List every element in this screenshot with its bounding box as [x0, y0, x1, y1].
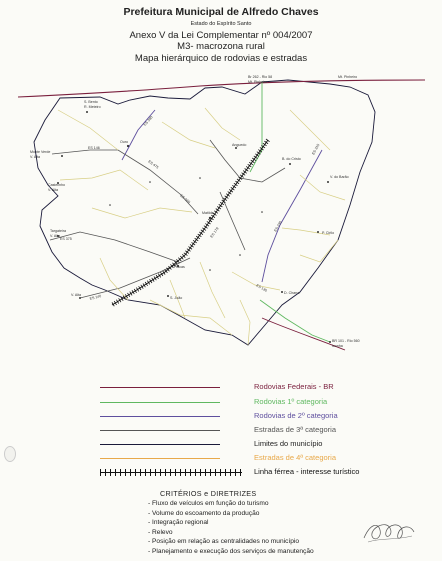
- label-br262-b: Mt. Pinheiro: [248, 80, 268, 84]
- legend-item: [100, 397, 400, 407]
- label-es230: ES 230: [273, 220, 283, 233]
- label-v-do-barao: V. do Barão: [330, 175, 349, 179]
- criteria-list: [148, 499, 314, 556]
- header-estado: Estado do Espírito Santo: [190, 21, 252, 27]
- legend-line-swatch: [100, 416, 220, 417]
- label-es140: ES 140: [89, 294, 102, 301]
- criteria-item: - Relevo: [148, 528, 173, 536]
- legend-item: [100, 467, 400, 477]
- legend-line-swatch: [100, 458, 220, 459]
- label-ouro: Ouro: [120, 140, 128, 144]
- second-category-road: [262, 150, 322, 282]
- legend-label: Estradas de 4ª categoria: [254, 453, 336, 462]
- legend-label: Rodovias 1º categoria: [254, 397, 328, 406]
- label-castelinho: Castelinho: [48, 183, 65, 187]
- fourth-category-roads: [58, 108, 345, 345]
- label-es375: ES 375: [60, 237, 72, 241]
- label-targateira: Targateira: [50, 229, 66, 233]
- legend-label: Linha férrea - interesse turístico: [254, 467, 360, 476]
- header-anexo: Anexo V da Lei Complementar nº 004/2007: [129, 30, 313, 41]
- criteria-item: - Volume do escoamento da produção: [148, 509, 260, 517]
- first-category-road: [250, 82, 262, 172]
- label-br101: BR 101 - Rio 560: [332, 339, 360, 343]
- label-placas: Placas: [174, 265, 185, 269]
- legend-item: [100, 382, 400, 392]
- criteria-item: - Posição em relação as centralidades no município: [148, 538, 300, 545]
- third-category-roads: [50, 140, 285, 298]
- criteria-item: - Integração regional: [148, 519, 209, 526]
- label-es380: ES 380: [142, 115, 154, 127]
- legend-item: [100, 425, 400, 435]
- label-b-do-cristo: B. do Cristo: [282, 157, 301, 161]
- criteria-item: - Planejamento e execução dos serviços de manutenção: [148, 547, 314, 555]
- railway-line: [112, 140, 268, 305]
- legend-label: Rodovias de 2º categoria: [254, 411, 338, 420]
- label-v-alta-sw: V. Alta: [71, 293, 82, 297]
- label-sao-bento: S. Bento: [84, 100, 98, 104]
- header-prefeitura: Prefeitura Municipal de Alfredo Chaves: [123, 6, 319, 18]
- header-macrozona: M3- macrozona rural: [177, 41, 265, 52]
- label-es315: ES 315: [311, 143, 321, 156]
- criteria-title: CRITÉRIOS e DIRETRIZES: [160, 489, 257, 498]
- railway-ties: [112, 140, 268, 305]
- label-es475: ES 475: [147, 159, 160, 170]
- label-monte-verde: Monte Verde: [30, 150, 51, 154]
- punch-hole: [4, 446, 16, 462]
- label-targateira-b: V. Alta: [50, 234, 61, 238]
- label-br262: Br 262 - Rio 58: [248, 75, 273, 79]
- label-anguedo: Anguedo: [232, 143, 247, 147]
- label-rio-sao-joao: R. Meteiro: [84, 105, 101, 109]
- legend-line-swatch: [100, 444, 220, 445]
- legend-item: [100, 453, 400, 463]
- label-es130: ES 130: [255, 283, 268, 293]
- label-s-joao: S. João: [170, 296, 183, 300]
- legend-label: Rodovias Federais - BR: [254, 382, 334, 391]
- label-es060: ES 060: [179, 193, 191, 205]
- legend-railway-swatch: [100, 469, 242, 476]
- legend-label: Estradas de 3ª categoria: [254, 425, 336, 434]
- label-es146: ES 146: [88, 146, 100, 150]
- signature: [360, 514, 420, 548]
- label-pinheiro: Mt. Pinheiro: [338, 75, 358, 79]
- first-category-road: [260, 300, 330, 342]
- legend-item: [100, 411, 400, 421]
- legend-line-swatch: [100, 402, 220, 403]
- header-map-title: Mapa hierárquico de rodovias e estradas: [134, 53, 308, 64]
- legend-line-swatch: [100, 387, 220, 388]
- label-v-alta: V. Alta: [30, 155, 41, 159]
- label-d-charro: D. Charro: [284, 291, 300, 295]
- br-262-road: [18, 80, 425, 97]
- label-castelinho-b: V. Alta: [48, 188, 59, 192]
- legend-line-swatch: [100, 430, 220, 431]
- legend-label: Limites do município: [254, 439, 323, 448]
- label-matilde: Matilde: [202, 211, 214, 215]
- label-br101-b: Iconha: [332, 344, 343, 348]
- legend-item: [100, 439, 400, 449]
- criteria-item: - Fluxo de veículos em função do turismo: [148, 500, 269, 507]
- label-p-cirilo: P. Cirilo: [322, 231, 335, 235]
- label-es179: ES 179: [209, 226, 220, 239]
